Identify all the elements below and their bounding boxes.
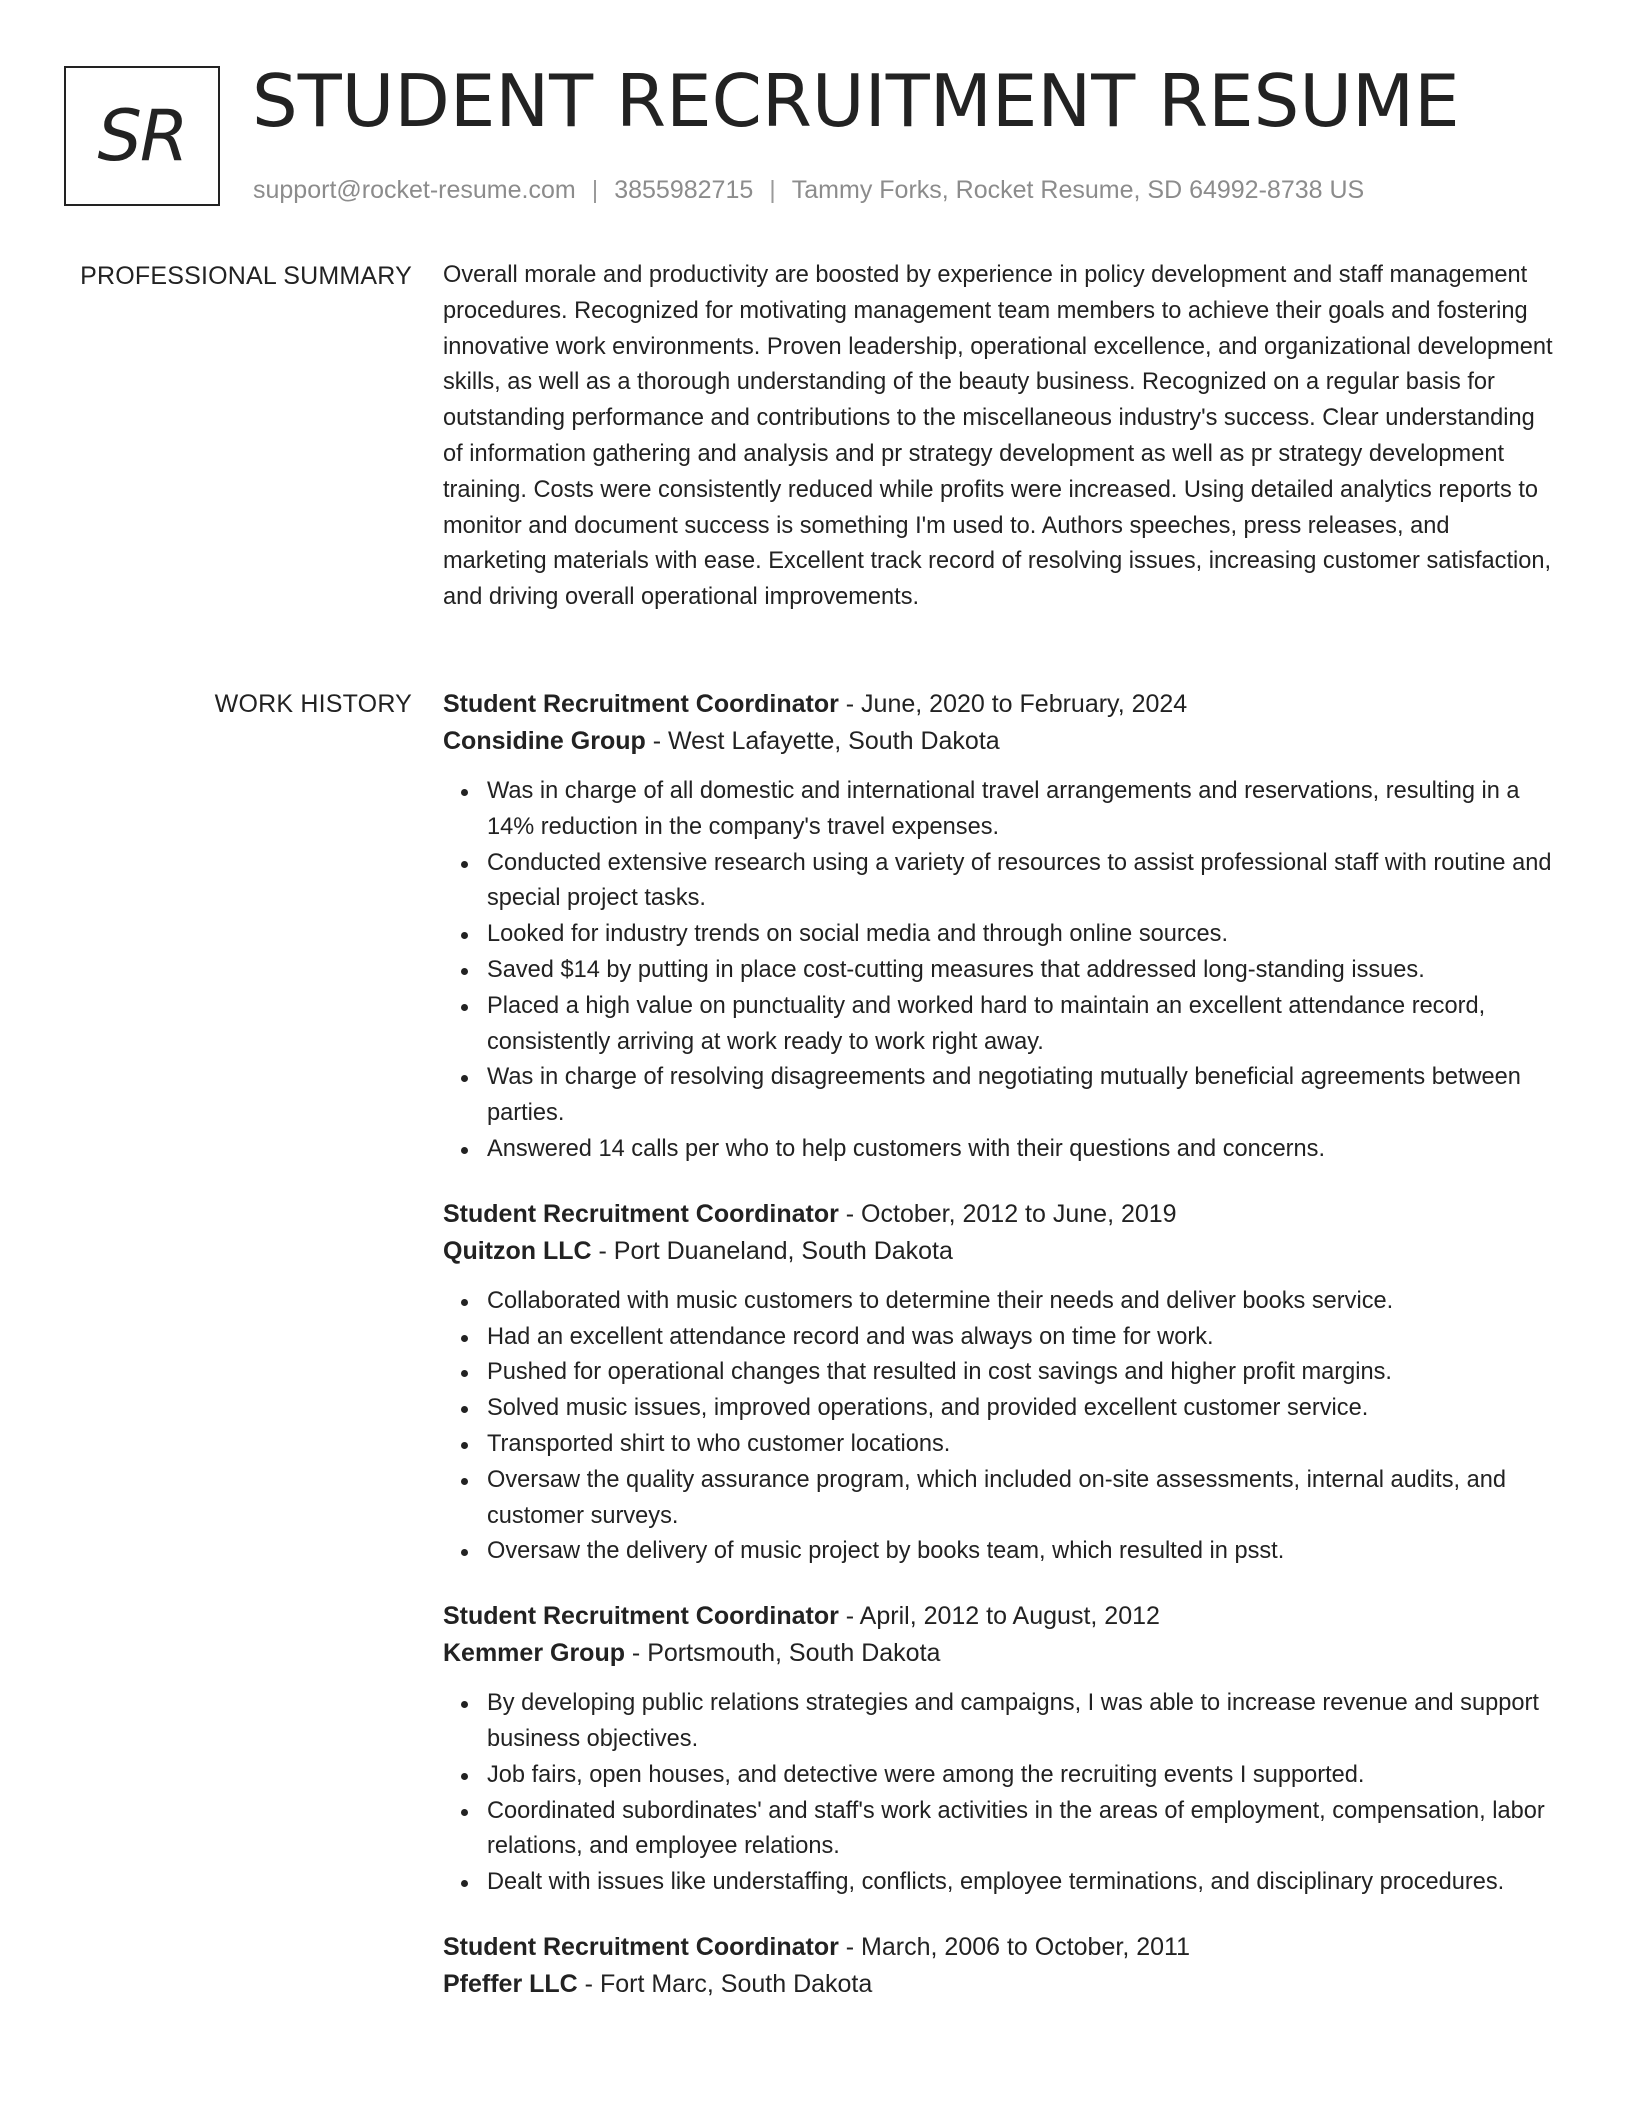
job-title-line (443, 686, 1558, 723)
job-entry (443, 686, 1558, 1168)
job-title-line (443, 1598, 1558, 1635)
job-dates: - April, 2012 to August, 2012 (838, 1602, 1160, 1631)
contact-separator: | (591, 176, 599, 204)
job-bullets (443, 774, 1558, 1168)
job-location: - Port Duaneland, South Dakota (591, 1236, 953, 1265)
job-title: Student Recruitment Coordinator (443, 1199, 839, 1228)
job-company: Considine Group (443, 727, 646, 755)
job-title-line (443, 1929, 1558, 1966)
job-location: - Fort Marc, South Dakota (577, 1969, 873, 1998)
job-bullet: Job fairs, open houses, and detective were among the recruiting events I supported. (487, 1758, 1558, 1794)
job-entry (443, 1929, 1558, 2003)
job-bullet: Coordinated subordinates' and staff's work activities in the areas of employment, compensation, labor relations, and employee relations. (487, 1794, 1558, 1866)
job-entry (443, 1598, 1558, 1901)
job-company: Pfeffer LLC (443, 1969, 578, 1998)
job-company-line (443, 1233, 1558, 1270)
job-title: Student Recruitment Coordinator (443, 1932, 839, 1961)
job-bullet: By developing public relations strategies and campaigns, I was able to increase revenue and support business objectives. (487, 1686, 1558, 1758)
job-company: Kemmer Group (443, 1639, 625, 1668)
job-bullet: Transported shirt to who customer locations. (487, 1427, 1558, 1463)
job-bullet: Was in charge of resolving disagreements and negotiating mutually beneficial agreements between parties. (487, 1060, 1558, 1132)
job-title: Student Recruitment Coordinator (443, 690, 839, 718)
job-bullet: Looked for industry trends on social media and through online sources. (487, 917, 1558, 953)
job-company-line (443, 1966, 1558, 2003)
job-bullet: Placed a high value on punctuality and worked hard to maintain an excellent attendance record, consistently arriving at work ready to work right away. (487, 989, 1558, 1061)
work-history-body (443, 686, 1558, 2031)
job-bullets (443, 1284, 1558, 1570)
job-company-line (443, 723, 1558, 760)
job-dates: - March, 2006 to October, 2011 (838, 1932, 1190, 1961)
monogram-box (64, 66, 220, 206)
job-dates: - June, 2020 to February, 2024 (838, 690, 1188, 718)
job-title-line (443, 1196, 1558, 1233)
job-bullet: Oversaw the quality assurance program, which included on-site assessments, internal audits, and customer surveys. (487, 1463, 1558, 1535)
job-title: Student Recruitment Coordinator (443, 1602, 839, 1631)
summary-body (443, 258, 1558, 616)
job-bullets (443, 1686, 1558, 1901)
contact-separator: | (769, 176, 776, 204)
resume-title: STUDENT RECRUITMENT RESUME (252, 59, 1460, 143)
job-location: - Portsmouth, South Dakota (624, 1639, 941, 1668)
job-bullet: Solved music issues, improved operations, and provided excellent customer service. (487, 1391, 1558, 1427)
job-bullet: Pushed for operational changes that resulted in cost savings and higher profit margins. (487, 1355, 1558, 1391)
job-dates: - October, 2012 to June, 2019 (838, 1199, 1177, 1228)
job-bullet: Conducted extensive research using a variety of resources to assist professional staff with routine and special project tasks. (487, 846, 1558, 918)
work-history-label: WORK HISTORY (214, 690, 412, 718)
job-bullet: Dealt with issues like understaffing, conflicts, employee terminations, and disciplinary procedures. (487, 1865, 1558, 1901)
contact-phone: 3855982715 (614, 176, 754, 204)
job-company: Quitzon LLC (443, 1236, 592, 1265)
job-location: - West Lafayette, South Dakota (645, 727, 1000, 755)
job-bullet: Had an excellent attendance record and was always on time for work. (487, 1320, 1558, 1356)
contact-address: Tammy Forks, Rocket Resume, SD 64992-8738 US (791, 176, 1365, 204)
job-bullet: Saved $14 by putting in place cost-cutting measures that addressed long-standing issues. (487, 953, 1558, 989)
summary-text: Overall morale and productivity are boosted by experience in policy development and staff management procedures. Recognized for motivating management team members to achieve their goals and fostering innovative work environments. Proven leadership, operational excellence, and organizational development skills, as well as a thorough understanding of the beauty business. Recognized on a regular basis for outstanding performance and contributions to the miscellaneous industry's success. Clear understanding of information gathering and analysis and pr strategy development as well as pr strategy development training. Costs were consistently reduced while profits were increased. Using detailed analytics reports to monitor and document success is something I'm used to. Authors speeches, press releases, and marketing materials with ease. Excellent track record of resolving issues, increasing customer satisfaction, and driving overall operational improvements. (443, 262, 1553, 611)
monogram-initials: SR (97, 95, 187, 177)
contact-email: support@rocket-resume.com (253, 176, 576, 204)
job-bullet: Answered 14 calls per who to help customers with their questions and concerns. (487, 1132, 1558, 1168)
job-entry (443, 1196, 1558, 1570)
summary-label: PROFESSIONAL SUMMARY (80, 262, 412, 290)
contact-line (253, 172, 1364, 208)
job-bullet: Oversaw the delivery of music project by books team, which resulted in psst. (487, 1534, 1558, 1570)
job-company-line (443, 1635, 1558, 1672)
job-bullet: Was in charge of all domestic and international travel arrangements and reservations, resulting in a 14% reduction in the company's travel expenses. (487, 774, 1558, 846)
job-bullet: Collaborated with music customers to determine their needs and deliver books service. (487, 1284, 1558, 1320)
